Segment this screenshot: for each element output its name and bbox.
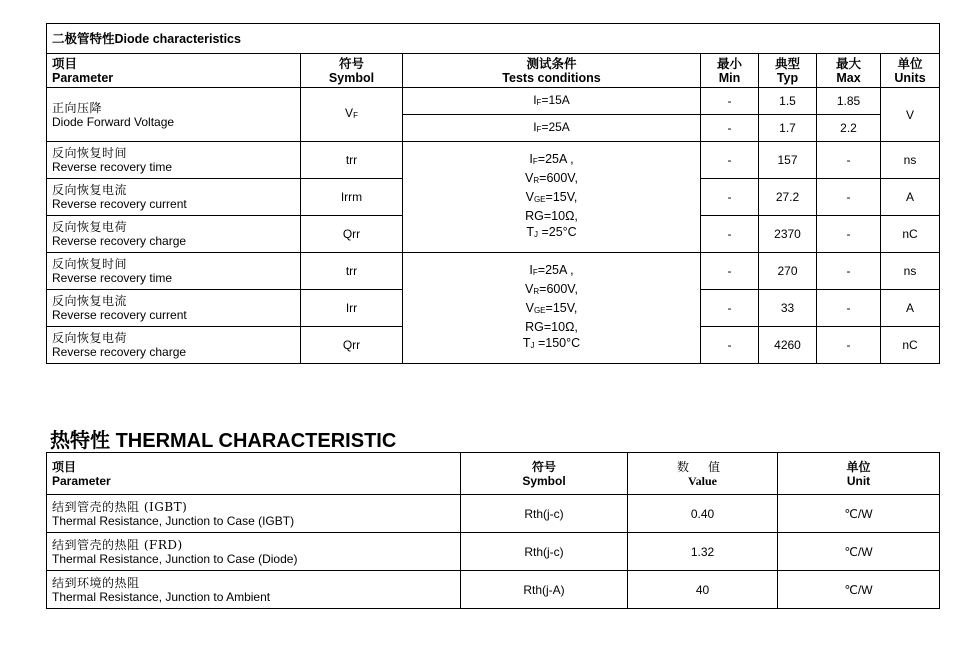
param-forward-voltage: 正向压降 Diode Forward Voltage	[47, 88, 301, 142]
symbol-cell: Rth(j-A)	[461, 571, 628, 609]
param-cell: 结到环境的热阻 Thermal Resistance, Junction to Ambient	[47, 571, 461, 609]
unit-cell: A	[881, 179, 940, 216]
min-cell: -	[701, 216, 759, 253]
max-cell: -	[817, 216, 881, 253]
max-cell: 1.85	[817, 88, 881, 115]
unit-cell: ℃/W	[778, 571, 940, 609]
unit-cell: ℃/W	[778, 533, 940, 571]
param-cell: 反向恢复时间 Reverse recovery time	[47, 253, 301, 290]
unit-cell: V	[881, 88, 940, 142]
unit-cell: ℃/W	[778, 495, 940, 533]
typ-cell: 270	[759, 253, 817, 290]
min-cell: -	[701, 327, 759, 364]
table-row	[47, 88, 940, 115]
header-max: 最大 Max	[817, 54, 881, 88]
symbol-cell: Rth(j-c)	[461, 495, 628, 533]
value-cell: 0.40	[628, 495, 778, 533]
table-row	[47, 533, 940, 571]
max-cell: -	[817, 290, 881, 327]
param-cell: 反向恢复电荷 Reverse recovery charge	[47, 327, 301, 364]
header-parameter: 项目 Parameter	[47, 453, 461, 495]
header-parameter: 项目 Parameter	[47, 54, 301, 88]
thermal-header-row	[47, 453, 940, 495]
min-cell: -	[701, 88, 759, 115]
symbol-cell: Irrm	[301, 179, 403, 216]
typ-cell: 2370	[759, 216, 817, 253]
thermal-section-title: 热特性 THERMAL CHARACTERISTIC	[50, 428, 397, 452]
unit-cell: ns	[881, 253, 940, 290]
diode-table-title: 二极管特性Diode characteristics	[47, 24, 940, 54]
table-row	[47, 142, 940, 179]
param-cell: 反向恢复电流 Reverse recovery current	[47, 290, 301, 327]
param-cell: 反向恢复电流 Reverse recovery current	[47, 179, 301, 216]
min-cell: -	[701, 115, 759, 142]
symbol-cell: Qrr	[301, 327, 403, 364]
table-row	[47, 495, 940, 533]
header-unit: 单位 Unit	[778, 453, 940, 495]
symbol-cell: trr	[301, 253, 403, 290]
min-cell: -	[701, 290, 759, 327]
unit-cell: nC	[881, 327, 940, 364]
cond-cell: $I_F=15A$	[403, 88, 701, 115]
table-row	[47, 253, 940, 290]
param-cell: 反向恢复时间 Reverse recovery time	[47, 142, 301, 179]
max-cell: -	[817, 179, 881, 216]
thermal-characteristics-table	[46, 452, 940, 609]
param-cell: 反向恢复电荷 Reverse recovery charge	[47, 216, 301, 253]
max-cell: -	[817, 142, 881, 179]
min-cell: -	[701, 142, 759, 179]
symbol-cell: Irr	[301, 290, 403, 327]
symbol-vf: $V_F$	[301, 88, 403, 142]
symbol-cell: Rth(j-c)	[461, 533, 628, 571]
typ-cell: 33	[759, 290, 817, 327]
header-typ: 典型 Typ	[759, 54, 817, 88]
symbol-cell: trr	[301, 142, 403, 179]
test-conditions-25c: $I_F=25A$ , $V_R=600V$, $V_{GE}=15V$, RG=10Ω, $T_J =25^\circ C$	[403, 142, 701, 253]
param-cell: 结到管壳的热阻 (FRD) Thermal Resistance, Junction to Case (Diode)	[47, 533, 461, 571]
header-value: 数 值 Value	[628, 453, 778, 495]
header-units: 单位 Units	[881, 54, 940, 88]
typ-cell: 1.5	[759, 88, 817, 115]
min-cell: -	[701, 179, 759, 216]
max-cell: 2.2	[817, 115, 881, 142]
unit-cell: A	[881, 290, 940, 327]
header-conditions: 测试条件 Tests conditions	[403, 54, 701, 88]
cond-cell: $I_F=25A$	[403, 115, 701, 142]
header-symbol: 符号 Symbol	[461, 453, 628, 495]
header-min: 最小 Min	[701, 54, 759, 88]
diode-header-row	[47, 54, 940, 88]
unit-cell: nC	[881, 216, 940, 253]
header-symbol: 符号 Symbol	[301, 54, 403, 88]
typ-cell: 27.2	[759, 179, 817, 216]
symbol-cell: Qrr	[301, 216, 403, 253]
unit-cell: ns	[881, 142, 940, 179]
typ-cell: 1.7	[759, 115, 817, 142]
param-cell: 结到管壳的热阻 (IGBT) Thermal Resistance, Junction to Case (IGBT)	[47, 495, 461, 533]
test-conditions-150c: $I_F=25A$ , $V_R=600V$, $V_{GE}=15V$, RG=10Ω, $T_J =150^\circ C$	[403, 253, 701, 364]
table-row	[47, 571, 940, 609]
typ-cell: 4260	[759, 327, 817, 364]
max-cell: -	[817, 327, 881, 364]
value-cell: 40	[628, 571, 778, 609]
diode-characteristics-table	[46, 23, 940, 364]
typ-cell: 157	[759, 142, 817, 179]
max-cell: -	[817, 253, 881, 290]
value-cell: 1.32	[628, 533, 778, 571]
min-cell: -	[701, 253, 759, 290]
